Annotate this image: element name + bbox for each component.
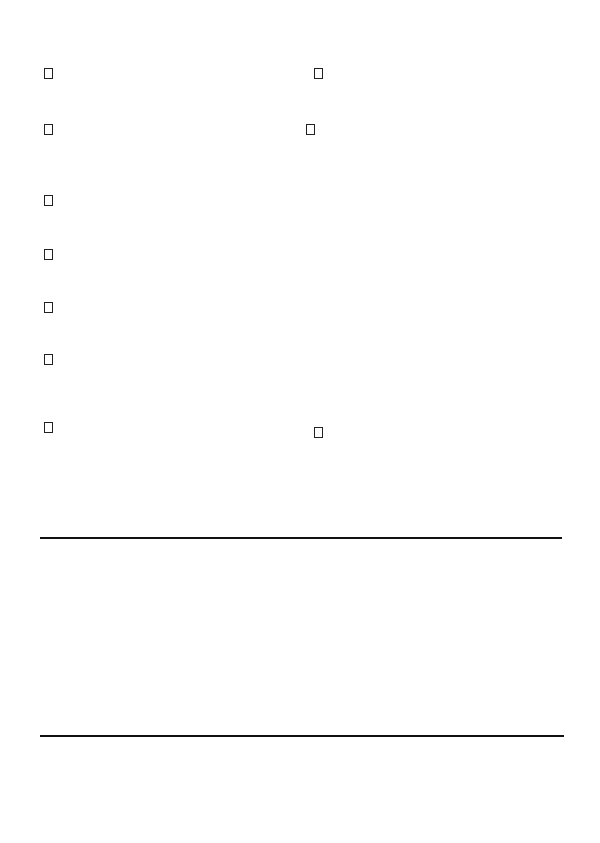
bottom-rule [40,735,564,737]
